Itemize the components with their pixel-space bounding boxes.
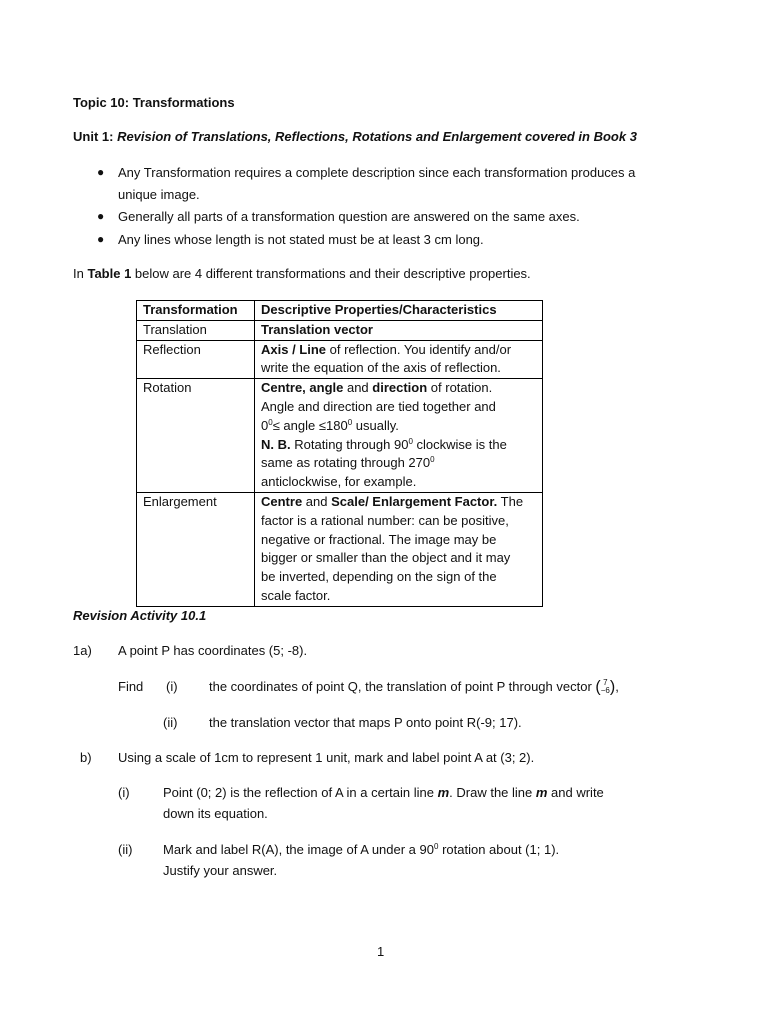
desc-bold: direction (372, 380, 428, 396)
subquestion-text: the translation vector that maps P onto point R(-9; 17). (209, 715, 522, 730)
vector-bottom: −6 (600, 685, 610, 695)
question-text: Using a scale of 1cm to represent 1 unit, mark and label point A at (3; 2). (118, 750, 535, 765)
subquestion-label: (i) (166, 679, 178, 694)
question-text: A point P has coordinates (5; -8). (118, 643, 308, 658)
table-intro (73, 265, 531, 283)
degree-superscript: 0 (408, 436, 413, 446)
desc-text: ≤ angle ≤180 (272, 417, 348, 433)
desc-text: usually. (352, 417, 399, 433)
list-item: Any Transformation requires a complete description since each transformation produces a (118, 165, 636, 180)
desc-bold: Centre, angle (261, 380, 344, 396)
subquestion-text-body: the coordinates of point Q, the translation of point P through vector (209, 679, 592, 694)
activity-title: Revision Activity 10.1 (73, 608, 207, 623)
subquestion-text: the coordinates of point Q, the translation of point P through vector ( 7 −6), (209, 677, 619, 696)
list-item: Any lines whose length is not stated must be at least 3 cm long. (118, 232, 484, 247)
desc-bold: Axis / Line (261, 341, 327, 357)
cell-rotation-desc (255, 379, 543, 493)
table-reference: Table 1 (87, 266, 132, 281)
desc-text: Angle and direction are tied together and (261, 398, 496, 414)
column-header-properties: Descriptive Properties/Characteristics (255, 301, 543, 321)
table-row (137, 379, 543, 493)
line-variable: m (437, 785, 450, 800)
table-row (137, 320, 543, 340)
desc-text: of reflection. You identify and/or (326, 341, 512, 357)
cell-reflection-desc (255, 340, 543, 379)
desc-bold: Centre (261, 493, 303, 509)
bullet-icon: ● (97, 209, 105, 223)
desc-text: of rotation. (427, 380, 493, 396)
transformations-table (136, 300, 543, 607)
subquestion-text-body: and write (547, 785, 604, 800)
subquestion-text-body: Point (0; 2) is the reflection of A in a certain line (163, 785, 438, 800)
desc-text: factor is a rational number: can be positive, (261, 512, 509, 528)
cell-rotation: Rotation (137, 379, 255, 493)
desc-text: same as rotating through 270 (261, 455, 431, 471)
intro-text-end: below are 4 different transformations and their descriptive properties. (131, 266, 531, 281)
desc-text: clockwise is the (412, 436, 507, 452)
desc-text: and (302, 493, 332, 509)
cell-translation: Translation (137, 320, 255, 340)
cell-enlargement-desc (255, 492, 543, 606)
vector-open-paren: ( (595, 678, 601, 696)
table-header-row (137, 301, 543, 321)
subquestion-text-body: . Draw the line (449, 785, 536, 800)
subquestion-label: (ii) (118, 842, 133, 857)
desc-text: bigger or smaller than the object and it may (261, 550, 511, 566)
bullet-icon: ● (97, 165, 105, 179)
desc-bold: Scale/ Enlargement Factor. (331, 493, 498, 509)
intro-text: In (73, 266, 88, 281)
desc-text: be inverted, depending on the sign of the (261, 569, 497, 585)
degree-superscript: 0 (347, 417, 353, 427)
desc-text: 0 (261, 417, 269, 433)
table-row (137, 492, 543, 606)
desc-text: write the equation of the axis of reflection. (261, 360, 501, 376)
column-header-transformation: Transformation (137, 301, 255, 321)
degree-superscript: 0 (268, 417, 273, 427)
question-label: 1a) (73, 643, 92, 658)
question-label: b) (80, 750, 92, 765)
desc-text: anticlockwise, for example. (261, 474, 417, 490)
degree-superscript: 0 (430, 455, 435, 465)
desc-text: and (343, 380, 373, 396)
unit-title: Revision of Translations, Reflections, Rotations and Enlargement covered in Book 3 (117, 129, 637, 144)
page-title: Topic 10: Transformations (73, 95, 235, 110)
subquestion-text (163, 784, 604, 802)
subquestion-text-body: Mark and label R(A), the image of A under a 90 (163, 842, 434, 857)
cell-enlargement: Enlargement (137, 492, 255, 606)
desc-text: The (497, 493, 524, 509)
desc-bold: Translation vector (261, 321, 373, 337)
subquestion-text (163, 841, 559, 859)
cell-reflection: Reflection (137, 340, 255, 379)
list-item: Generally all parts of a transformation question are answered on the same axes. (118, 209, 580, 224)
vector-close-paren: ) (609, 678, 616, 696)
table-row (137, 340, 543, 379)
unit-heading (73, 128, 637, 146)
cell-translation-desc (255, 320, 543, 340)
subquestion-text-continued: down its equation. (163, 806, 268, 821)
bullet-icon: ● (97, 232, 105, 246)
desc-text: Rotating through 90 (290, 436, 409, 452)
subquestion-label: (i) (118, 785, 130, 800)
desc-text: scale factor. (261, 587, 331, 603)
find-label: Find (118, 679, 144, 694)
desc-text: negative or fractional. The image may be (261, 531, 497, 547)
subquestion-text-continued: Justify your answer. (163, 863, 278, 878)
vector-top: 7 (603, 677, 608, 687)
column-vector (601, 679, 610, 695)
page-number: 1 (377, 944, 385, 959)
subquestion-label: (ii) (163, 715, 178, 730)
list-item-continued: unique image. (118, 187, 200, 202)
subquestion-text-body: rotation about (1; 1). (438, 842, 560, 857)
nb-label: N. B. (261, 436, 291, 452)
degree-superscript: 0 (434, 842, 439, 851)
unit-prefix: Unit 1: (73, 129, 118, 144)
line-variable: m (535, 785, 548, 800)
